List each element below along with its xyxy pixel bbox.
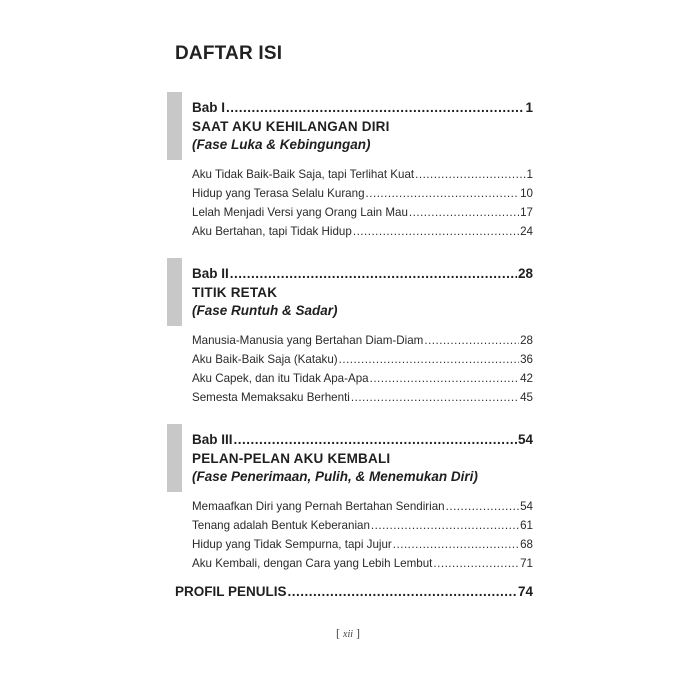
chapter-page: 28 (517, 266, 533, 281)
dot-leader (446, 500, 519, 513)
toc-entry[interactable] (192, 557, 533, 576)
chapter-entries (167, 334, 533, 410)
entry-page: 1 (526, 168, 533, 181)
dot-leader (234, 432, 517, 447)
entry-page: 17 (520, 206, 533, 219)
chapter-bab-row[interactable] (192, 92, 533, 119)
chapter-marker-bar (167, 258, 182, 326)
entry-label: Hidup yang Terasa Selalu Kurang (192, 187, 365, 200)
chapter-header (167, 424, 533, 492)
chapter-3 (167, 424, 533, 576)
toc-entry[interactable] (192, 538, 533, 557)
chapter-title: PELAN-PELAN AKU KEMBALI (192, 451, 391, 466)
chapter-2 (167, 258, 533, 410)
entry-label: Lelah Menjadi Versi yang Orang Lain Mau (192, 206, 408, 219)
chapter-subtitle: (Fase Penerimaan, Pulih, & Menemukan Diri) (192, 469, 478, 484)
folio-bracket-open: [ (336, 626, 340, 640)
entry-label: Manusia-Manusia yang Bertahan Diam-Diam (192, 334, 424, 347)
entry-page: 42 (520, 372, 533, 385)
entry-page: 68 (520, 538, 533, 551)
dot-leader (366, 187, 520, 200)
toc-entry[interactable] (192, 187, 533, 206)
chapter-marker-bar (167, 424, 182, 492)
dot-leader (415, 168, 525, 181)
chapter-number: Bab I (192, 100, 226, 115)
entry-label: Aku Bertahan, tapi Tidak Hidup (192, 225, 352, 238)
entry-label: Semesta Memaksaku Berhenti (192, 391, 350, 404)
page-title: DAFTAR ISI (175, 43, 283, 64)
chapter-1 (167, 92, 533, 244)
toc-entry[interactable] (192, 372, 533, 391)
folio-number: xii (343, 629, 353, 640)
entry-page: 45 (520, 391, 533, 404)
dot-leader (288, 584, 517, 599)
dot-leader (433, 557, 519, 570)
chapter-title: TITIK RETAK (192, 285, 278, 300)
page-folio (0, 626, 696, 641)
chapter-entries (167, 500, 533, 576)
entry-label: Aku Baik-Baik Saja (Kataku) (192, 353, 338, 366)
chapter-subtitle: (Fase Luka & Kebingungan) (192, 137, 371, 152)
chapter-number: Bab II (192, 266, 229, 281)
entry-page: 24 (520, 225, 533, 238)
entry-label: Hidup yang Tidak Sempurna, tapi Jujur (192, 538, 392, 551)
dot-leader (393, 538, 519, 551)
chapter-header (167, 258, 533, 326)
profil-page: 74 (517, 584, 533, 599)
profil-penulis-row[interactable] (175, 584, 533, 599)
chapter-entries (167, 168, 533, 244)
entry-page: 61 (520, 519, 533, 532)
profil-label: PROFIL PENULIS (175, 584, 287, 599)
dot-leader (370, 372, 519, 385)
toc-entry[interactable] (192, 206, 533, 225)
toc-entry[interactable] (192, 391, 533, 410)
dot-leader (409, 206, 519, 219)
dot-leader (371, 519, 519, 532)
chapter-subtitle: (Fase Runtuh & Sadar) (192, 303, 338, 318)
chapter-number: Bab III (192, 432, 233, 447)
entry-label: Aku Tidak Baik-Baik Saja, tapi Terlihat Kuat (192, 168, 415, 181)
chapter-marker-bar (167, 92, 182, 160)
toc-entry[interactable] (192, 500, 533, 519)
dot-leader (424, 334, 519, 347)
entry-page: 36 (520, 353, 533, 366)
dot-leader (351, 391, 519, 404)
entry-page: 10 (520, 187, 533, 200)
folio-bracket-close: ] (356, 626, 360, 640)
entry-label: Tenang adalah Bentuk Keberanian (192, 519, 370, 532)
entry-page: 54 (520, 500, 533, 513)
chapter-bab-row[interactable] (192, 258, 533, 285)
chapter-bab-row[interactable] (192, 424, 533, 451)
entry-page: 28 (520, 334, 533, 347)
entry-label: Aku Capek, dan itu Tidak Apa-Apa (192, 372, 369, 385)
entry-label: Aku Kembali, dengan Cara yang Lebih Lembut (192, 557, 433, 570)
dot-leader (226, 100, 524, 115)
toc-entry[interactable] (192, 353, 533, 372)
chapter-page: 1 (525, 100, 533, 115)
toc-entry[interactable] (192, 168, 533, 187)
dot-leader (230, 266, 517, 281)
toc-entry[interactable] (192, 519, 533, 538)
toc-entry[interactable] (192, 334, 533, 353)
entry-page: 71 (520, 557, 533, 570)
toc-entry[interactable] (192, 225, 533, 244)
chapter-page: 54 (517, 432, 533, 447)
entry-label: Memaafkan Diri yang Pernah Bertahan Sendirian (192, 500, 445, 513)
dot-leader (339, 353, 519, 366)
dot-leader (353, 225, 519, 238)
chapter-title: SAAT AKU KEHILANGAN DIRI (192, 119, 390, 134)
chapter-header (167, 92, 533, 160)
